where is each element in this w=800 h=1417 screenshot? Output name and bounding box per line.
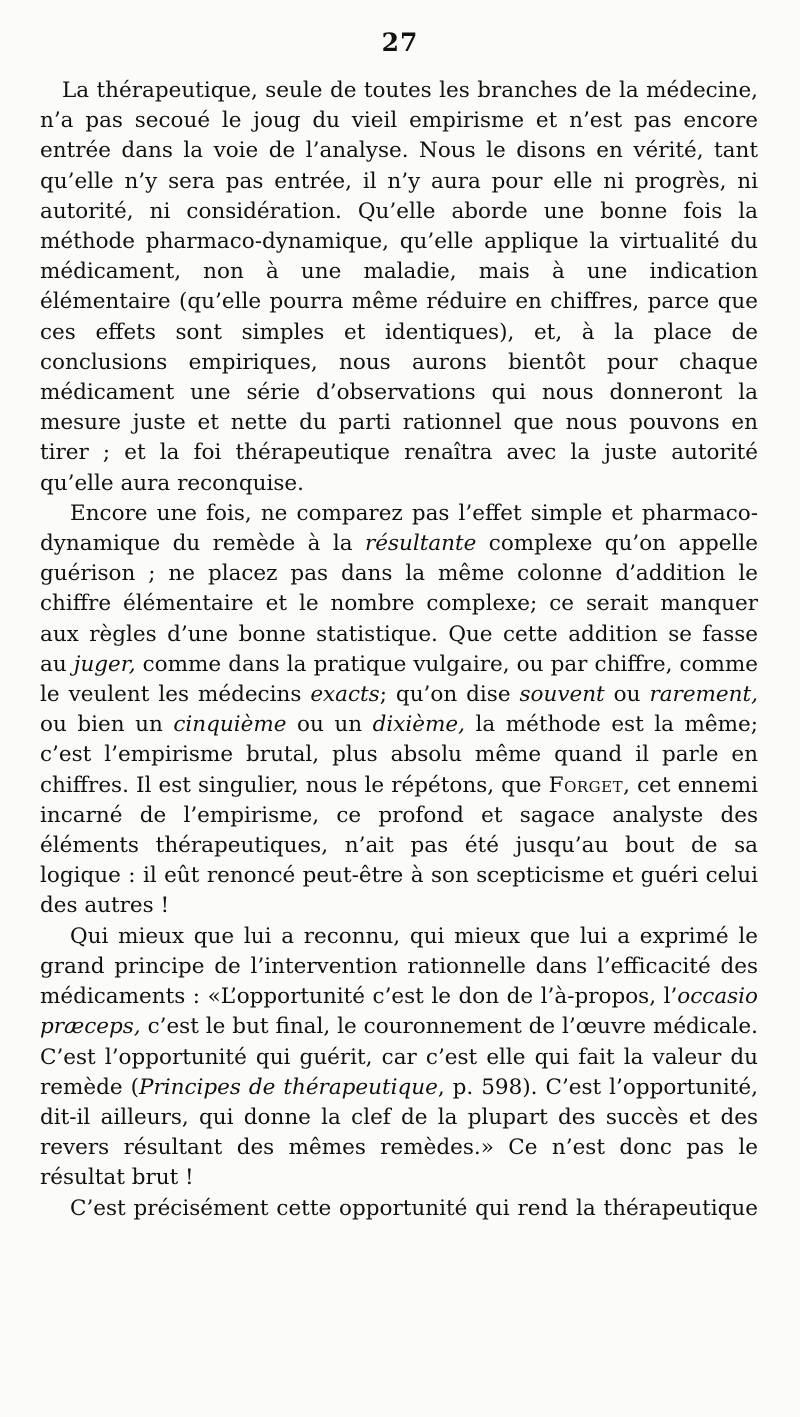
p2-k: ou bien un [40,712,174,738]
p3-principes: Principes de thérapeutique [138,1074,438,1100]
page-number: 27 [381,28,419,57]
paragraph-therapeutique [40,76,758,499]
paragraph-encore-une-fois [40,499,758,922]
paragraph-qui-mieux [40,922,758,1194]
p2-souvent: souvent [519,682,605,708]
p2-m: ou un [286,712,373,738]
body-text [40,76,758,1224]
p1-text: La thérapeutique, seule de toutes les branches de la médecine, n’a pas secoué le joug du vieil empirisme et n’est pas encore entrée dans la voie de l’analyse. Nous le disons en vérité, tant qu’elle n’y sera pas entrée, il n’y aura pour elle ni progrès, ni autorité, ni considération. Qu’elle aborde une bonne fois la méthode pharmaco-dynamique, qu’elle applique la virtualité du médicament, non à une maladie, mais à une indication élémentaire (qu’elle pourra même réduire en chiffres, parce que ces effets sont simples et identiques), et, à la place de conclusions empiriques, nous aurons bientôt pour chaque médicament une série d’observations qui nous donneront la mesure juste et nette du parti rationnel que nous pouvons en tirer ; et la foi thérapeutique renaîtra avec la juste autorité qu’elle aura reconquise. [40,78,758,496]
p2-cinquieme: cinquième [173,712,287,738]
p2-exacts: exacts [310,682,380,708]
p4-text: C’est précisément cette opportunité qui rend la thérapeutique [70,1195,758,1221]
p2-rarement: rarement, [649,682,758,708]
p3-occasio: occasio præceps, [40,984,758,1040]
p2-g: ; qu’on dise [379,682,520,708]
p3-c: c’est le but final, le couronnement de l’œuvre médicale. C’est l’opportunité qui guérit, car c’est elle qui fait la valeur du remède ( [40,1014,758,1100]
p2-resultante: résultante [364,531,477,557]
p2-e: comme dans la pratique vulgaire, ou par chiffre, comme le veulent les médecins [40,651,759,708]
p3-e: , p. 598). C’est l’opportunité, dit-il ailleurs, qui donne la clef de la plupart des succès et des revers résultant des mêmes remèdes.» Ce n’est donc pas le résultat brut ! [40,1074,758,1191]
p2-a: Encore une fois, ne comparez pas l’effet simple et pharmaco-dynamique du remède à la [40,500,758,557]
p2-dixieme: dixième, [372,712,465,738]
p2-c: complexe qu’on appelle guérison ; ne placez pas dans la même colonne d’addition le chiffre élémentaire et le nombre complexe; ce serait manquer aux règles d’une bonne statistique. Que cette addition se fasse au [40,531,758,677]
p2-juger: juger, [73,651,136,677]
p2-i: ou [604,682,650,708]
paragraph-opportunite [40,1194,758,1224]
p2-q: , cet ennemi incarné de l’empirisme, ce profond et sagace analyste des éléments thérapeutiques, n’ait pas été jusqu’au bout de sa logique : il eût renoncé peut-être à son scepticisme et guéri celui des autres ! [40,772,758,919]
p2-o: la méthode est la même; c’est l’empirisme brutal, plus absolu même quand il parle en chiffres. Il est singulier, nous le répétons, que [40,712,758,798]
p3-a: Qui mieux que lui a reconnu, qui mieux que lui a exprimé le grand principe de l’intervention rationnelle dans l’efficacité des médicaments : «L’opportunité c’est le don de l’à-propos, l’ [40,923,758,1010]
p2-forget: Forget [548,772,624,798]
